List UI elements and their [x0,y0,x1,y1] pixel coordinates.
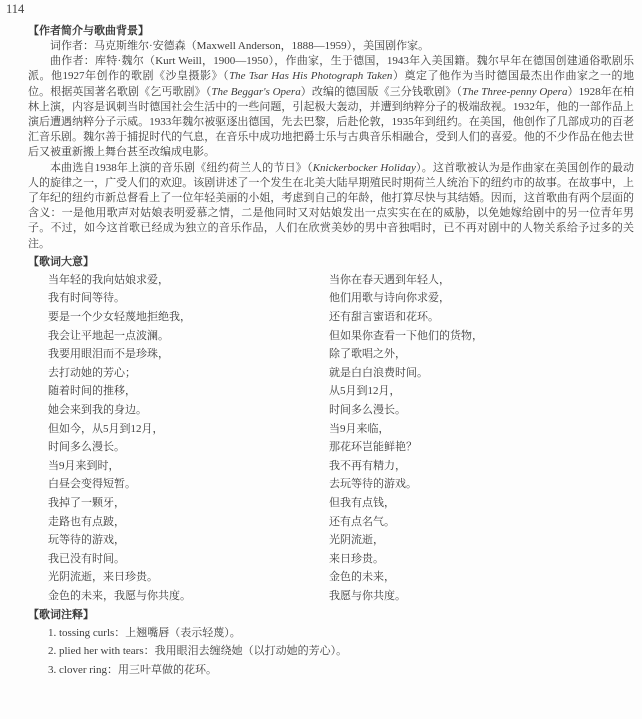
lyric-line: 我要用眼泪而不是珍珠， [48,348,169,361]
lyric-line: 金色的未来， [329,571,395,584]
lyric-line: 白昼会变得短暂。 [48,478,136,491]
lyrics-columns [28,271,634,606]
lyric-line: 我愿与你共度。 [329,589,406,602]
lyric-line: 来日珍贵。 [329,552,384,565]
lyric-line: 那花环岂能鲜艳？ [329,441,417,454]
lyric-line: 我掉了一颗牙， [48,496,125,509]
lyric-line: 金色的未来，我愿与你共度。 [48,589,191,602]
lyric-line: 他们用歌与诗向你求爱， [329,292,450,305]
lyric-line: 但我有点钱， [329,496,395,509]
lyrics-section-heading: 【歌词大意】 [28,255,94,268]
lyric-line: 要是一个少女轻蔑地拒绝我， [48,311,191,324]
notes-list [28,624,634,680]
page-number: 114 [6,2,25,16]
text-segment: 本曲选自1938年上演的音乐剧《纽约荷兰人的节日》（ [50,161,313,174]
lyric-line: 去玩等待的游戏。 [329,478,417,491]
lyric-line: 时间多么漫长。 [329,404,406,416]
lyrics-right-column [329,271,634,606]
lyric-line: 还有点名气。 [329,515,395,528]
text-segment: 词作者：马克斯维尔·安德森（Maxwell Anderson，1888—1959），美国剧作家。 [50,40,430,52]
lyricist-paragraph [28,39,634,54]
lyric-line: 去打动她的芳心； [48,366,136,379]
note-item: 1. tossing curls：上翘嘴唇（表示轻蔑）。 [48,626,241,639]
text-segment: ）1928年在柏林上演，内容是讽刺当时德国社会生活中的一些问题，引起极大轰动，并遭到纳粹分子的极端敌视。1932年，他的一部作品上演后遭遇纳粹分子示威。1933年魏尔被驱逐出德国，先去巴黎，后赴伦敦，1935年到纽约。在美国，他创作了几部成功的百老汇音乐剧。魏尔善于捕捉时代的气息，在音乐中成功地把爵士乐与古典音乐相融合，受到人们的喜爱。他的不少作品在他去世后又被重新搬上舞台甚至改编成电影。 [28,85,635,159]
musical-title-italic: Knickerbocker Holiday [312,161,416,174]
text-segment: ）改编的德国版《三分钱歌剧》（ [300,85,462,98]
lyric-line: 随着时间的推移， [48,385,136,398]
lyric-line: 光阴流逝， [329,534,384,547]
opera-title-italic: The Tsar Has His Photograph Taken [229,70,393,83]
lyric-line: 当你在春天遇到年轻人， [329,273,450,286]
lyric-line: 当9月来到时， [48,459,120,472]
note-item: 3. clover ring：用三叶草做的花环。 [48,663,217,676]
lyric-line: 时间多么漫长。 [48,441,125,454]
lyric-line: 玩等待的游戏， [48,534,125,547]
note-item: 2. plied her with tears：我用眼泪去缠绕她（以打动她的芳心）。 [48,645,348,658]
lyrics-left-column [28,271,329,606]
lyric-line: 我不再有精力， [329,459,406,472]
lyric-line: 我已没有时间。 [48,552,125,565]
composer-paragraph [28,54,634,160]
opera-title-italic: The Three-penny Opera [461,85,568,98]
lyric-line: 我会让平地起一点波澜。 [48,329,169,342]
lyric-line: 除了歌唱之外， [329,348,406,361]
lyric-line: 她会来到我的身边。 [48,404,147,416]
lyric-line: 光阴流逝，来日珍贵。 [48,571,158,584]
lyric-line: 就是白白浪费时间。 [329,366,428,379]
text-segment: ）奠定了他作为当时德国最杰出作曲家之一的地位。根据英国著名歌剧《乞丐歌剧》（ [28,70,635,98]
lyric-line: 走路也有点跛， [48,515,125,528]
lyric-line: 当年轻的我向姑娘求爱， [48,273,169,286]
lyric-line: 还有甜言蜜语和花环。 [329,311,439,324]
notes-section-heading: 【歌词注释】 [28,608,94,621]
background-section-heading: 【作者简介与歌曲背景】 [28,25,149,37]
lyric-line: 我有时间等待。 [48,292,125,305]
lyric-line: 但如今，从5月到12月， [48,422,164,435]
text-segment: 曲作者：库特·魏尔（Kurt Weill，1900—1950），作曲家，生于德国，1943年入美国籍。魏尔早年在德国创建通俗歌剧乐派。他1927年创作的歌剧《沙皇摄影》（ [28,55,634,83]
page-content [28,24,634,679]
lyric-line: 从5月到12月， [329,385,401,398]
lyric-line: 当9月来临， [329,422,390,435]
text-segment: ）。这首歌被认为是作曲家在美国创作的最动人的旋律之一，广受人们的欢迎。该剧讲述了一个发生在北美大陆早期殖民时期荷兰人统治下的纽约市的故事。在故事中，上了年纪的纽约市新总督看上了一位年轻美丽的小姐，考虑到自己的年龄，他打算尽快与其结婚。因而，这首歌曲有两个层面的含义：一是他用歌声对姑娘表明爱慕之情，二是他同时又对姑娘发出一点实实在在的威胁，以免她嫁给剧中的另一位青年男子。不过，如今这首歌已经成为独立的音乐作品，人们在欣赏美妙的男中音独唱时，已不再对剧中的人物关系给予过多的关注。 [28,161,635,250]
song-background-paragraph [28,161,634,252]
opera-title-italic: The Beggar's Opera [211,85,301,98]
lyric-line: 但如果你查看一下他们的货物， [329,329,483,342]
